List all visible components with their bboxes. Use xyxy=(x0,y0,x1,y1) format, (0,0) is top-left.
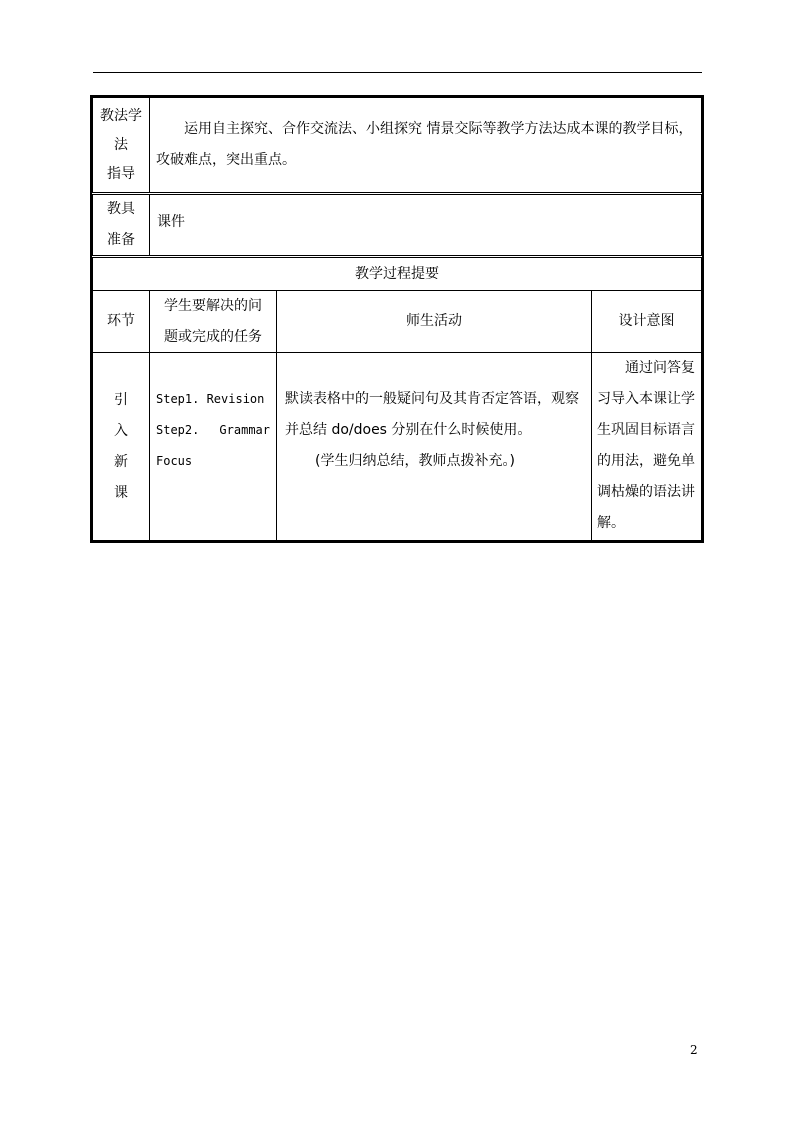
activities-cell xyxy=(276,352,592,541)
task-step2-cont: Focus xyxy=(156,454,193,468)
header-stage: 环节 xyxy=(92,290,150,353)
activity-note: (学生归纳总结，教师点拨补充。) xyxy=(315,453,515,469)
header-tasks: 学生要解决的问 题或完成的任务 xyxy=(149,290,277,353)
methods-label: 教法学 法 指导 xyxy=(92,97,150,193)
equipment-label: 教具 准备 xyxy=(92,194,150,256)
stage-char: 引 xyxy=(114,391,128,408)
header-rule xyxy=(93,72,702,73)
process-title: 教学过程提要 xyxy=(92,257,702,291)
stage-cell xyxy=(92,352,150,541)
methods-content-line1: 运用自主探究、合作交流法、小组探究 情景交际等教学方法达成本课的教学目标， xyxy=(184,121,693,137)
equipment-content: 课件 xyxy=(149,194,702,256)
stage-char: 新 xyxy=(114,453,128,470)
tasks-cell xyxy=(149,352,277,541)
header-intent: 设计意图 xyxy=(591,290,702,353)
task-step1: Step1. Revision xyxy=(156,392,265,406)
page-number: 2 xyxy=(690,1043,698,1057)
stage-char: 入 xyxy=(114,422,128,439)
lesson-plan-table xyxy=(90,95,704,543)
header-activities: 师生活动 xyxy=(276,290,592,353)
stage-char: 课 xyxy=(114,484,128,501)
activity-line1: 默读表格中的一般疑问句及其肯否定答语，观察 xyxy=(285,391,579,407)
task-step2: Step2. Grammar xyxy=(156,423,270,437)
methods-content-line2: 攻破难点，突出重点。 xyxy=(156,152,296,168)
methods-content xyxy=(149,97,702,193)
activity-line2: 并总结 do/does 分别在什么时候使用。 xyxy=(285,422,532,438)
intent-cell: 通过问答复 习导入本课让学 生巩固目标语言 的用法，避免单 调枯燥的语法讲 解。 xyxy=(591,352,702,541)
